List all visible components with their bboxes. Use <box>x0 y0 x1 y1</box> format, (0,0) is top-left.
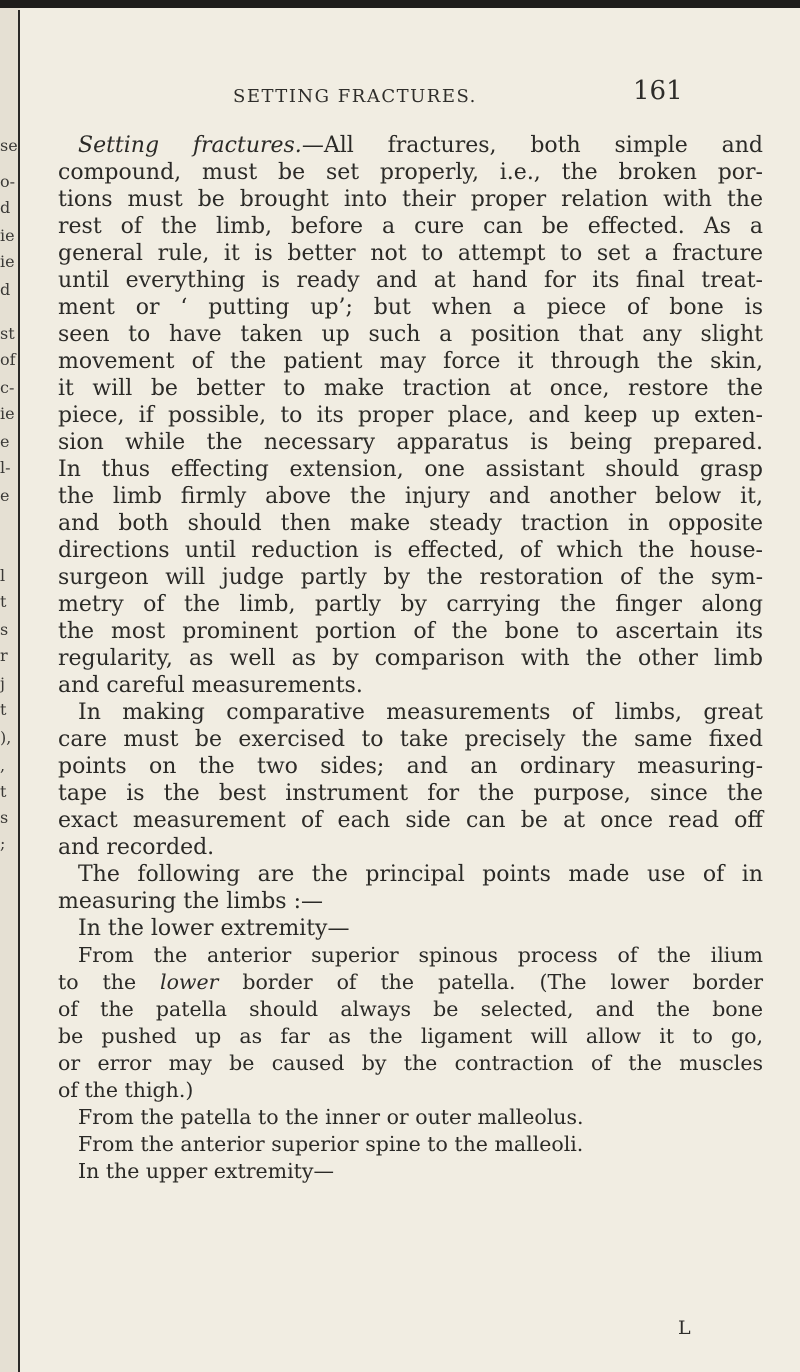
text-line: movement of the patient may force it through the skin, <box>58 349 763 374</box>
text-run: to the <box>58 970 161 994</box>
text-line: From the patella to the inner or outer malleolus. <box>78 1105 584 1129</box>
emphasis-lower: lower <box>160 970 219 994</box>
text-line: metry of the limb, partly by carrying the finger along <box>58 592 763 617</box>
margin-fragment: l <box>0 566 6 585</box>
text-line: From the anterior superior spinous process of the ilium <box>78 943 763 967</box>
page-number: 161 <box>633 76 683 106</box>
text-line: measuring the limbs :— <box>58 889 323 914</box>
text-line: the most prominent portion of the bone to ascertain its <box>58 619 763 644</box>
text-line: regularity, as well as by comparison with the other limb <box>58 646 763 671</box>
text-line: In the lower extremity— <box>78 916 350 941</box>
text-line: rest of the limb, before a cure can be effected. As a <box>58 214 763 239</box>
section-heading: Setting fractures. <box>78 133 302 158</box>
text-line: In the upper extremity— <box>78 1159 334 1183</box>
margin-fragment: ie <box>0 252 15 271</box>
text-line: and careful measurements. <box>58 673 363 698</box>
text-line: points on the two sides; and an ordinary measuring- <box>58 754 763 779</box>
text-run: —All fractures, both simple and <box>301 133 764 158</box>
text-line: compound, must be set properly, i.e., the broken por- <box>58 160 763 185</box>
text-line: surgeon will judge partly by the restoration of the sym- <box>58 565 763 590</box>
margin-fragment: o- <box>0 172 16 191</box>
margin-fragment: c- <box>0 378 15 397</box>
signature-mark: L <box>678 1317 691 1339</box>
text-line: care must be exercised to take precisely the same fixed <box>58 727 763 752</box>
text-line <box>58 969 763 996</box>
text-line: piece, if possible, to its proper place, and keep up exten- <box>58 403 763 428</box>
running-head: SETTING FRACTURES. <box>233 86 477 107</box>
margin-fragment: r <box>0 646 8 665</box>
text-line: The following are the principal points made use of in <box>78 862 763 887</box>
margin-fragment: ), <box>0 728 12 747</box>
text-line: or error may be caused by the contraction of the muscles <box>58 1051 763 1075</box>
margin-fragment: , <box>0 756 6 775</box>
margin-fragment: ie <box>0 226 15 245</box>
text-line: until everything is ready and at hand for its final treat- <box>58 268 763 293</box>
margin-fragment: s <box>0 620 9 639</box>
margin-fragment: t <box>0 782 7 801</box>
text-line: the limb firmly above the injury and another below it, <box>58 484 763 509</box>
margin-fragment: se <box>0 136 18 155</box>
text-line: In making comparative measurements of limbs, great <box>78 700 763 725</box>
margin-fragment: st <box>0 324 15 343</box>
margin-fragment: l- <box>0 458 11 477</box>
text-line: exact measurement of each side can be at once read off <box>58 808 763 833</box>
text-run: border of the patella. (The lower border <box>218 970 764 994</box>
text-line: and both should then make steady traction in opposite <box>58 511 763 536</box>
margin-fragment: d <box>0 280 11 299</box>
text-line: seen to have taken up such a position that any slight <box>58 322 763 347</box>
scan-top-edge <box>0 0 800 8</box>
text-line: tions must be brought into their proper relation with the <box>58 187 763 212</box>
text-line: it will be better to make traction at once, restore the <box>58 376 763 401</box>
text-line: general rule, it is better not to attempt to set a fracture <box>58 241 763 266</box>
text-line: be pushed up as far as the ligament will allow it to go, <box>58 1024 763 1048</box>
text-line: of the thigh.) <box>58 1078 194 1102</box>
margin-fragment: e <box>0 432 10 451</box>
margin-fragment: t <box>0 592 7 611</box>
text-line: directions until reduction is effected, of which the house- <box>58 538 763 563</box>
text-line: sion while the necessary apparatus is being prepared. <box>58 430 763 455</box>
margin-fragment: ; <box>0 834 6 853</box>
text-line: From the anterior superior spine to the malleoli. <box>78 1132 584 1156</box>
text-line: and recorded. <box>58 835 215 860</box>
margin-fragment: e <box>0 486 10 505</box>
text-line: of the patella should always be selected, and the bone <box>58 997 763 1021</box>
margin-fragment: s <box>0 808 9 827</box>
margin-fragment: t <box>0 700 7 719</box>
margin-fragment: of <box>0 350 16 369</box>
text-line: In thus effecting extension, one assistant should grasp <box>58 457 763 482</box>
margin-fragment: d <box>0 198 11 217</box>
text-line: tape is the best instrument for the purpose, since the <box>58 781 763 806</box>
text-line: ment or ‘ putting up’; but when a piece of bone is <box>58 295 763 320</box>
paragraph-1-first-line <box>58 132 763 159</box>
margin-fragment: j <box>0 674 5 693</box>
binding-shadow-line <box>18 10 20 1372</box>
margin-fragment: ie <box>0 404 15 423</box>
